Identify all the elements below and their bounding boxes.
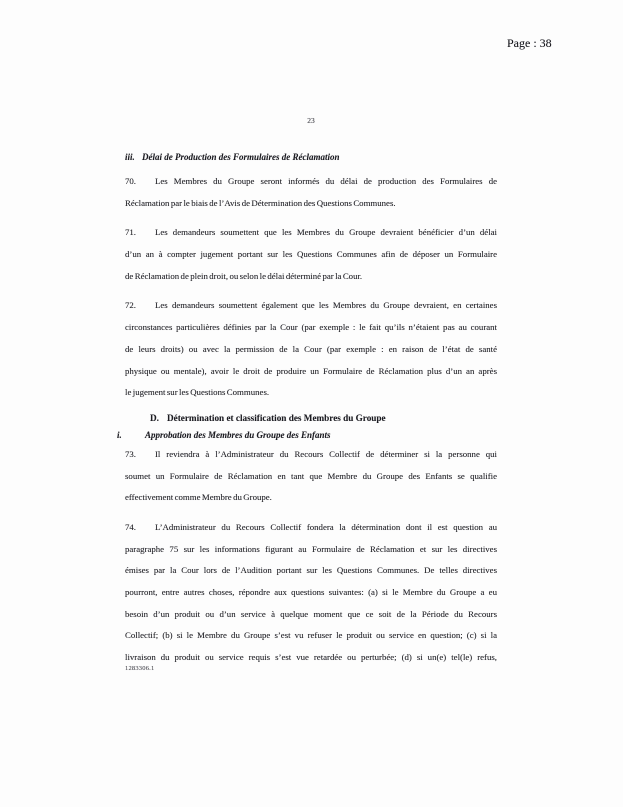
heading-numeral: i. [117,429,122,440]
heading-text: Approbation des Membres du Groupe des Enfants [145,429,331,440]
heading-numeral: D. [150,412,159,423]
paragraph-number: 72. [125,300,136,311]
paragraph-number: 71. [125,227,136,238]
paragraph-line: d’un an à compter jugement portant sur les Questions Communes afin de déposer un Formulaire [125,249,497,260]
paragraph-line [125,295,497,317]
paragraph-number: 70. [125,176,136,186]
paragraph-line [125,444,497,466]
paragraph-line-text: L’Administrateur du Recours Collectif fondera la détermination dont il est question au [155,521,497,532]
paragraph-line-text: Les Membres du Groupe seront informés du délai de production des Formulaires de [155,176,497,186]
heading-text: Détermination et classification des Membres du Groupe [167,412,386,423]
paragraph-line: Collectif; (b) si le Membre du Groupe s’est vu refuser le produit ou service en question; (c) si la [125,630,497,641]
paragraph-line: Réclamation par le biais de l’Avis de Détermination des Questions Communes. [125,197,396,208]
paragraph-line: circonstances particulières définies par la Cour (par exemple : le fait qu’ils n’étaient pas au courant [125,322,497,333]
heading-text: Délai de Production des Formulaires de Réclamation [142,152,340,162]
paragraph-74 [125,517,497,669]
page-header-label: Page : 38 [507,36,552,50]
paragraph-line: pourront, entre autres choses, répondre aux questions suivantes: (a) si le Membre du Groupe a eu [125,587,497,597]
footer-doc-number: 1283306.1 [125,665,155,672]
paragraph-line: émises par la Cour lors de l’Audition portant sur les Questions Communes. De telles directives [125,565,497,576]
paragraph-line [125,517,497,539]
document-body [117,151,497,677]
paragraph-70 [125,171,497,214]
paragraph-line: le jugement sur les Questions Communes. [125,387,270,398]
paragraph-number: 74. [125,521,136,532]
paragraph-line: besoin d’un produit ou d’un service à quelque moment que ce soit de la Période du Recours [125,608,497,619]
section-heading-D [150,412,497,425]
paragraph-line-text: Les demandeurs soumettent également que les Membres du Groupe devraient, en certaines [155,300,497,311]
inner-page-number: 23 [307,116,315,125]
paragraph-line [125,222,497,244]
section-heading-i [117,429,497,442]
section-heading-iii [125,151,497,164]
paragraph-72 [125,295,497,403]
paragraph-line: soumet un Formulaire de Réclamation en tant que Membre du Groupe des Enfants se qualifie [125,470,497,481]
paragraph-line: paragraphe 75 sur les informations figurant au Formulaire de Réclamation et sur les directives [125,543,497,554]
paragraph-73 [125,444,497,509]
paragraph-line: de leurs droits) ou avec la permission de la Cour (par exemple : en raison de l’état de santé [125,343,497,354]
paragraph-line: livraison du produit ou service requis s’est vue retardée ou perturbée; (d) si un(e) tel(le) refus, [125,652,497,663]
paragraph-line-text: Il reviendra à l’Administrateur du Recours Collectif de déterminer si la personne qui [155,448,497,459]
paragraph-number: 73. [125,448,136,459]
heading-numeral: iii. [125,152,135,162]
paragraph-line: effectivement comme Membre du Groupe. [125,492,272,503]
paragraph-71 [125,222,497,287]
paragraph-line-text: Les demandeurs soumettent que les Membres du Groupe devraient bénéficier d’un délai [155,227,497,238]
paragraph-line [125,171,497,193]
paragraph-line: physique ou mentale), avoir le droit de produire un Formulaire de Réclamation plus d’un an après [125,365,497,376]
paragraph-line: de Réclamation de plein droit, ou selon le délai déterminé par la Cour. [125,270,363,281]
